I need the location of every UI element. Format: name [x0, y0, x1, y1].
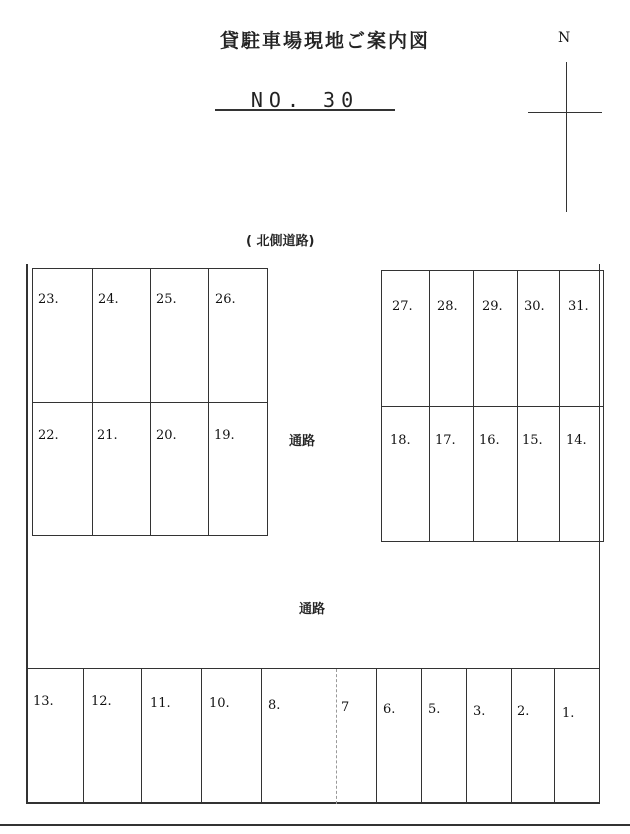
north-arrow-horizontal	[528, 112, 602, 113]
space-number: 10.	[209, 696, 230, 711]
space-number: 22.	[38, 428, 59, 443]
lot-number-underline	[215, 109, 395, 111]
lot-number: NO. 30	[250, 88, 360, 112]
cell-column	[150, 269, 208, 535]
space-number: 27.	[392, 299, 413, 314]
space-number: 25.	[156, 292, 177, 307]
north-arrow-label: N	[558, 30, 571, 46]
space-number: 12.	[91, 694, 112, 709]
space-number: 6.	[383, 702, 396, 717]
space-number: 23.	[38, 292, 59, 307]
space-number: 8.	[268, 698, 281, 713]
page-bottom-rule	[0, 824, 630, 826]
space-number: 5.	[428, 702, 441, 717]
cell-column	[261, 669, 336, 804]
cell-column	[83, 669, 141, 804]
space-number: 24.	[98, 292, 119, 307]
space-number: 2.	[517, 704, 530, 719]
space-number: 21.	[97, 428, 118, 443]
space-number: 16.	[479, 433, 500, 448]
space-number: 26.	[215, 292, 236, 307]
cell-column	[421, 669, 466, 804]
cell-column	[33, 269, 92, 535]
cell-column	[554, 669, 600, 804]
space-number: 30.	[524, 299, 545, 314]
cell-column	[141, 669, 201, 804]
upper-left-block	[32, 268, 268, 536]
space-number: 7	[341, 700, 350, 715]
space-number: 28.	[437, 299, 458, 314]
space-number: 18.	[390, 433, 411, 448]
north-arrow-vertical	[566, 62, 567, 212]
cell-column	[92, 269, 150, 535]
cell-column	[336, 669, 376, 804]
cell-column	[511, 669, 554, 804]
cell-column	[201, 669, 261, 804]
space-number: 20.	[156, 428, 177, 443]
bottom-row-block	[26, 668, 600, 804]
page-title: 貸駐車場現地ご案内図	[219, 30, 430, 52]
space-number: 1.	[562, 706, 575, 721]
space-number: 17.	[435, 433, 456, 448]
space-number: 14.	[566, 433, 587, 448]
north-road-label: ( 北側道路)	[246, 234, 315, 249]
space-number: 13.	[33, 694, 54, 709]
cell-column	[26, 669, 83, 804]
cell-column	[466, 669, 511, 804]
space-number: 15.	[522, 433, 543, 448]
space-number: 11.	[150, 696, 171, 711]
aisle-label-upper: 通路	[289, 434, 316, 449]
space-number: 31.	[568, 299, 589, 314]
space-number: 3.	[473, 704, 486, 719]
space-number: 19.	[214, 428, 235, 443]
cell-column	[208, 269, 266, 535]
cell-column	[376, 669, 421, 804]
space-number: 29.	[482, 299, 503, 314]
aisle-label-main: 通路	[299, 602, 326, 617]
